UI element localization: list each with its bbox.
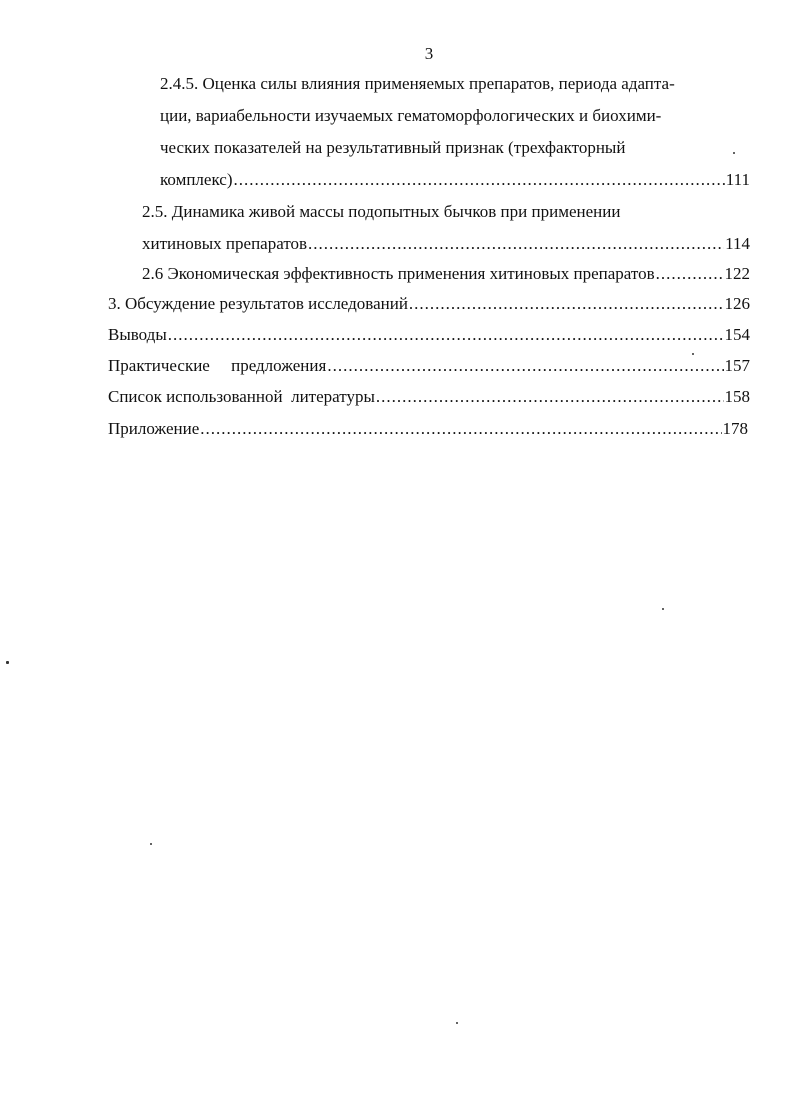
toc-page-number: 126 xyxy=(724,294,750,313)
toc-item-conclusions xyxy=(108,325,750,345)
scan-speck xyxy=(692,353,694,355)
toc-item-2-4-5-line4 xyxy=(160,170,750,190)
scan-speck xyxy=(150,843,152,845)
toc-item-2-4-5-line1: 2.4.5. Оценка силы влияния применяемых препаратов, периода адапта- xyxy=(160,74,675,93)
toc-item-2-4-5-line2: ции, вариабельности изучаемых гематоморфологических и биохими- xyxy=(160,106,662,125)
dot-leader xyxy=(200,419,721,439)
toc-page-number: 154 xyxy=(724,325,750,344)
toc-page-number: 178 xyxy=(722,419,748,438)
toc-item-title: Практические предложения xyxy=(108,356,327,375)
dot-leader xyxy=(376,387,724,407)
toc-item-2-5-line2 xyxy=(142,234,750,254)
dot-leader xyxy=(656,264,724,284)
toc-item-title: комплекс) xyxy=(160,170,233,189)
toc-page-number: 158 xyxy=(724,387,750,406)
dot-leader xyxy=(327,356,723,376)
dot-leader xyxy=(168,325,724,345)
toc-item-title: Приложение xyxy=(108,419,200,438)
dot-leader xyxy=(308,234,724,254)
toc-item-references xyxy=(108,387,750,407)
scan-speck xyxy=(456,1022,458,1024)
toc-page-number: 157 xyxy=(724,356,750,375)
dot-leader xyxy=(234,170,725,190)
toc-item-practical xyxy=(108,356,750,376)
scan-speck xyxy=(662,608,664,610)
toc-item-title: 2.6 Экономическая эффективность применения хитиновых препаратов xyxy=(142,264,655,283)
toc-page-number: 114 xyxy=(725,234,750,253)
toc-item-title: Список использованной литературы xyxy=(108,387,375,406)
toc-item-2-6 xyxy=(142,264,750,284)
toc-item-title: 3. Обсуждение результатов исследований xyxy=(108,294,408,313)
toc-page-number: 111 xyxy=(725,170,750,189)
dot-leader xyxy=(409,294,724,314)
scan-speck xyxy=(6,661,9,664)
page-number: 3 xyxy=(424,44,434,63)
toc-item-2-5-line1: 2.5. Динамика живой массы подопытных бычков при применении xyxy=(142,202,621,221)
toc-page-number: 122 xyxy=(724,264,750,283)
scan-speck xyxy=(733,152,735,154)
toc-item-2-4-5-line3: ческих показателей на результативный признак (трехфакторный xyxy=(160,138,626,157)
toc-item-appendix xyxy=(108,419,748,439)
toc-item-title: Выводы xyxy=(108,325,167,344)
toc-item-title: хитиновых препаратов xyxy=(142,234,308,253)
toc-item-3 xyxy=(108,294,750,314)
